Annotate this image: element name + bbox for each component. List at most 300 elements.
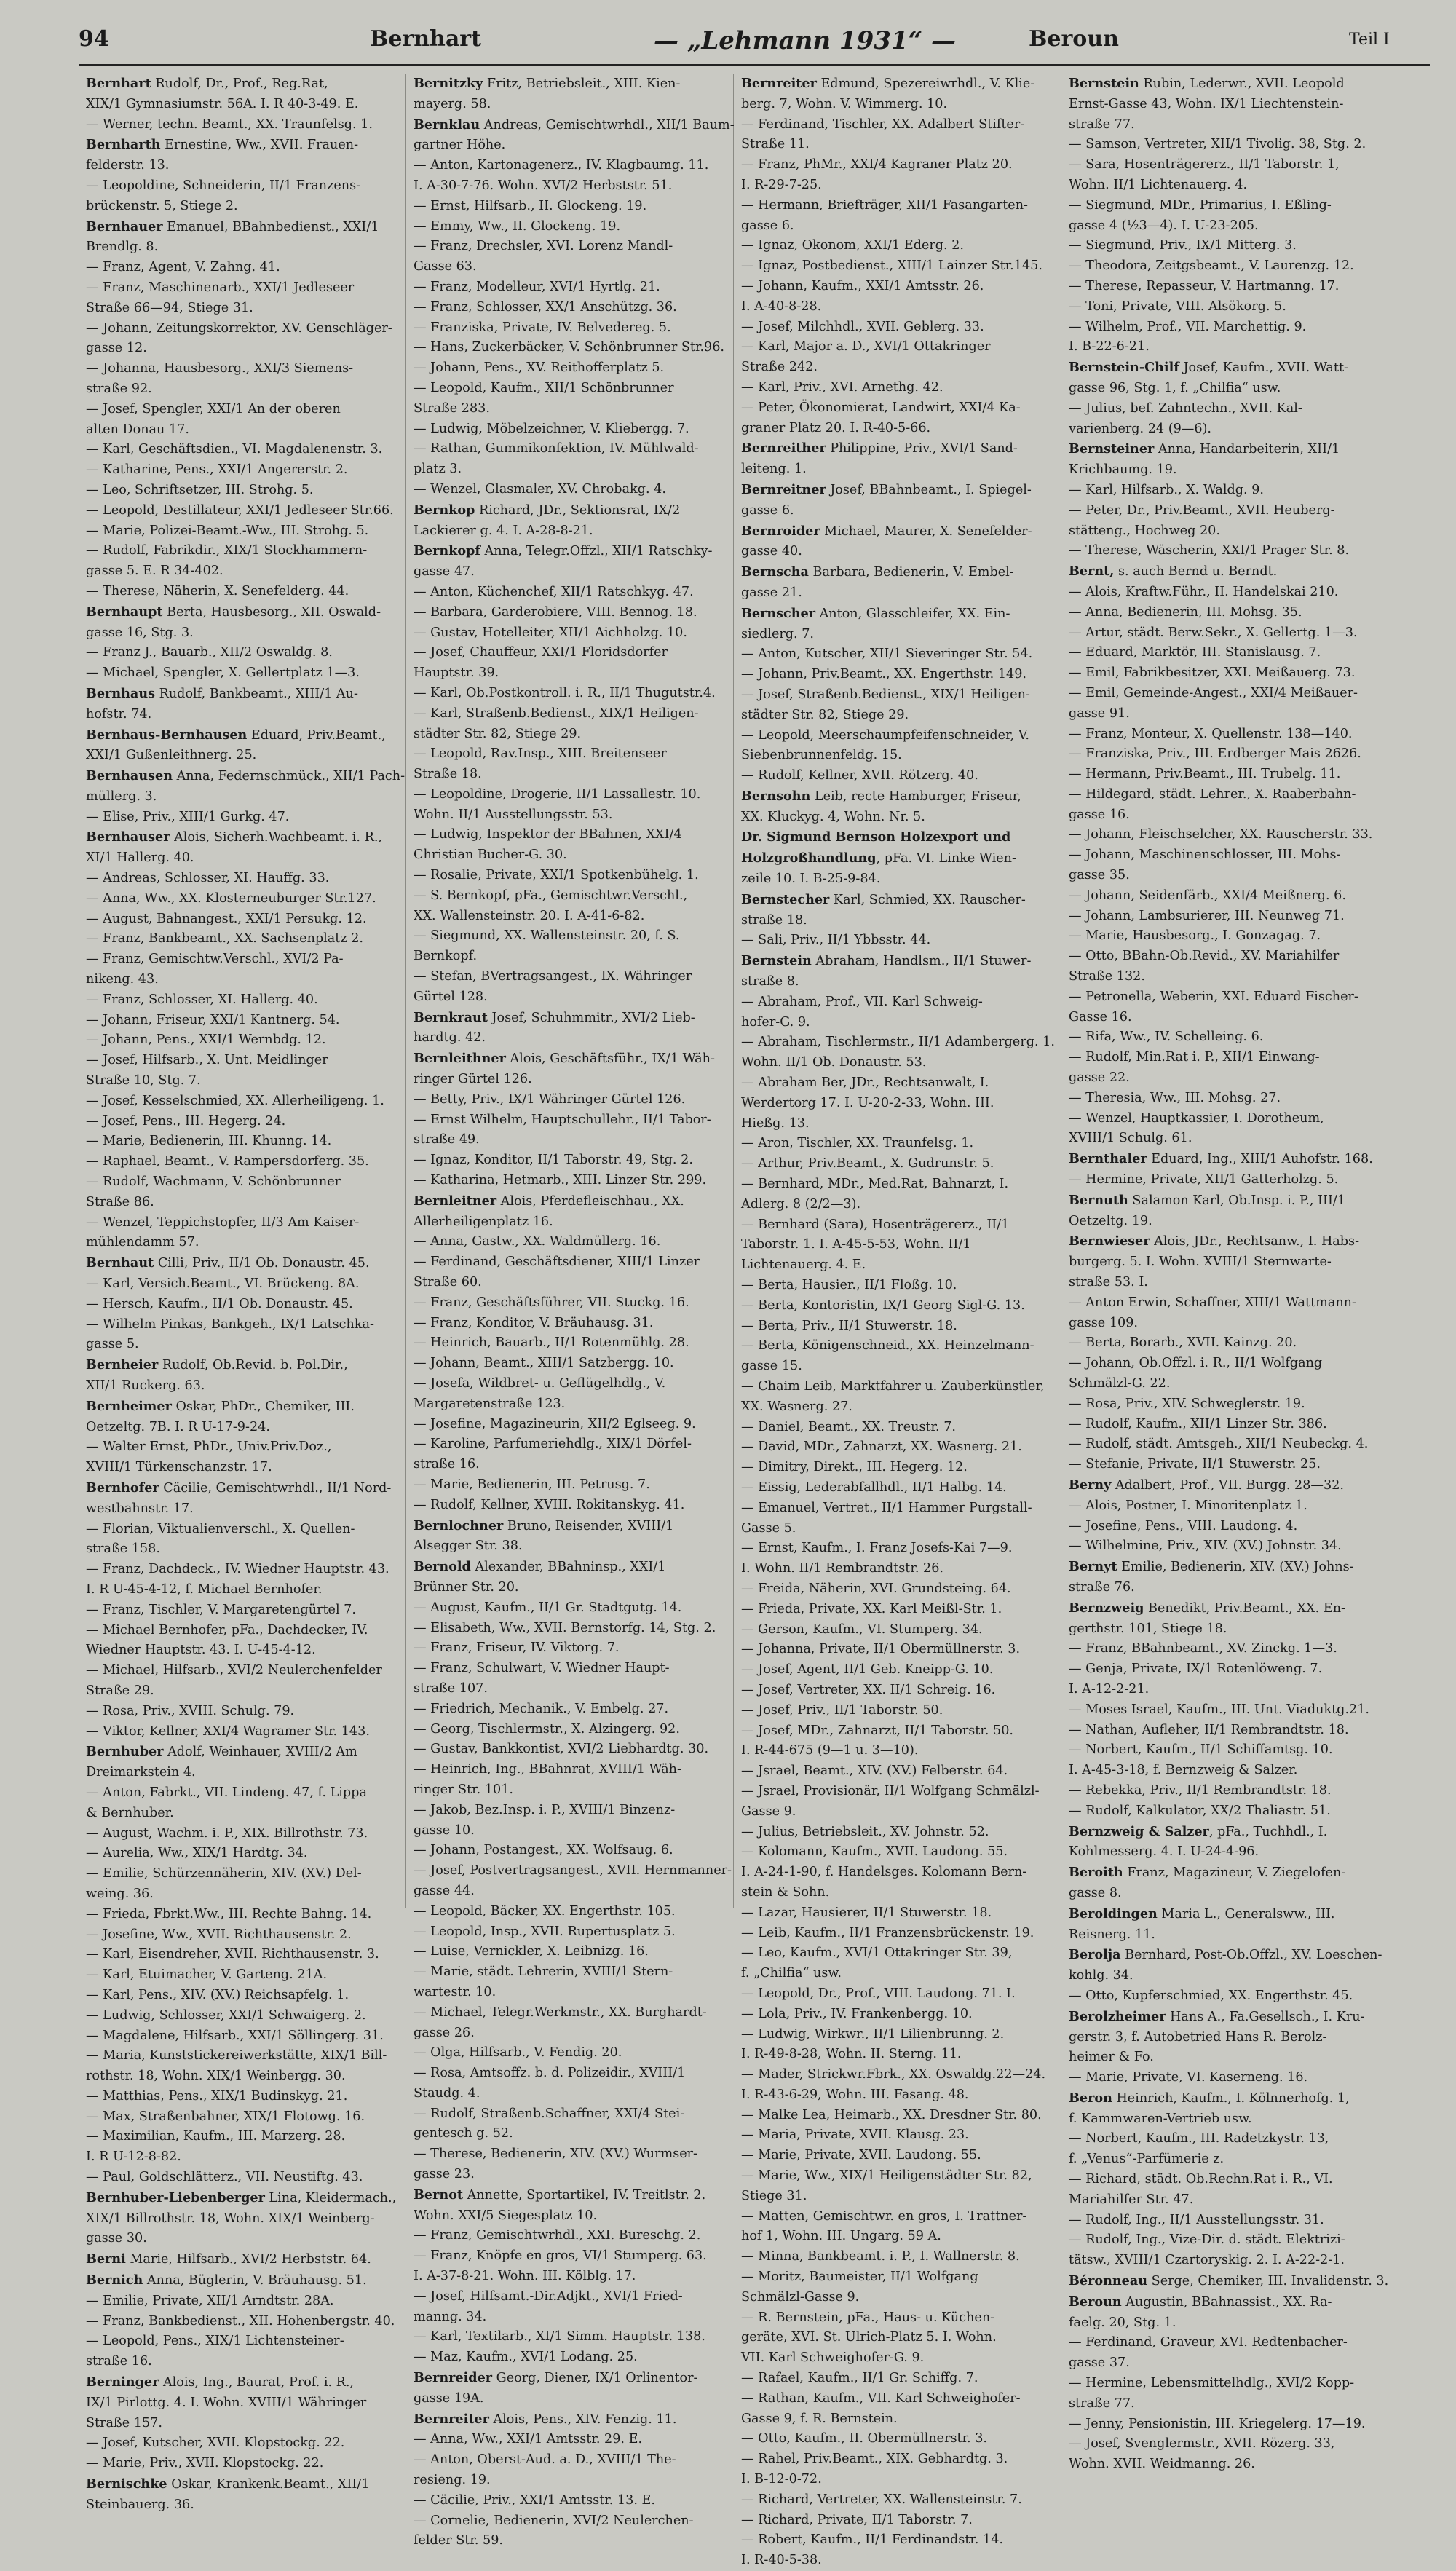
entry-text: gasse 35. (1069, 868, 1130, 883)
directory-entry (86, 1458, 398, 1478)
directory-entry (414, 1008, 726, 1029)
directory-entry (414, 2246, 726, 2267)
entry-text: XVIII/1 Schulg. 61. (1069, 1131, 1192, 1146)
entry-text: I. B-22-6-21. (1069, 339, 1150, 355)
entry-text: Siebenbrunnenfeldg. 15. (741, 748, 902, 763)
directory-entry (741, 2187, 1053, 2207)
entry-text: Anna, Büglerin, V. Bräuhausg. 51. (143, 2273, 367, 2288)
entry-text: — Lazar, Hausierer, II/1 Stuwerstr. 18. (741, 1905, 992, 1920)
entry-text: — Josef, Spengler, XXI/1 An der oberen (86, 401, 341, 416)
entry-text: resieng. 19. (414, 2473, 491, 2488)
directory-entry (414, 115, 735, 136)
entry-text: — Rosa, Priv., XIV. Schweglerstr. 19. (1069, 1396, 1305, 1411)
directory-entry (741, 2227, 1053, 2247)
entry-text: — Karl, Priv., XVI. Arnethg. 42. (741, 379, 943, 395)
directory-entry (741, 1782, 1053, 1802)
directory-entry (741, 1943, 1053, 1964)
entry-text: gasse 26. (414, 2025, 475, 2040)
entry-text: — Emil, Fabrikbesitzer, XXI. Meißauerg. 73. (1069, 666, 1356, 681)
directory-entry (86, 2454, 398, 2474)
directory-entry (86, 115, 398, 135)
directory-entry (741, 1924, 1053, 1944)
directory-entry (86, 1864, 398, 1884)
directory-entry (414, 2491, 726, 2511)
directory-entry (1069, 2028, 1382, 2048)
entry-text: Gasse 16. (1069, 1009, 1132, 1024)
page-number: 94 (79, 26, 109, 52)
directory-entry (414, 257, 726, 277)
entry-text: Josef, Kaufm., XVII. Watt- (1179, 360, 1348, 376)
entry-text: Adolf, Weinhauer, XVIII/2 Am (163, 1745, 357, 1760)
directory-entry (1069, 2047, 1382, 2068)
directory-entry (414, 2023, 726, 2044)
entry-text: gasse 40. (741, 544, 802, 559)
entry-surname: Bernhuber-Liebenberger (86, 2189, 265, 2205)
entry-text: gasse 44. (414, 1883, 475, 1898)
entry-text: — Johann, Lambsurierer, III. Neunweg 71. (1069, 908, 1345, 923)
entry-text: — Raphael, Beamt., V. Rampersdorferg. 35. (86, 1154, 369, 1169)
entry-text: straße 16. (414, 1457, 480, 1472)
entry-text: Berta, Hausbesorg., XII. Oswald- (162, 604, 381, 620)
directory-entry (86, 440, 398, 460)
entry-text: — Hermine, Lebensmittelhdlg., XVI/2 Kopp- (1069, 2376, 1355, 2391)
directory-entry (86, 746, 398, 766)
directory-entry (1069, 2211, 1382, 2231)
directory-entry (86, 1071, 398, 1091)
directory-entry (741, 1903, 1053, 1924)
directory-entry (741, 1377, 1053, 1397)
entry-text: — Franz, Schlosser, XX/1 Anschützg. 36. (414, 299, 677, 315)
entry-text: — Therese, Näherin, X. Senefelderg. 44. (86, 583, 349, 599)
directory-entry (741, 358, 1053, 378)
directory-entry (86, 74, 398, 95)
entry-text: — Otto, BBahn-Ob.Revid., XV. Mariahilfer (1069, 949, 1340, 964)
directory-entry (86, 400, 398, 420)
directory-entry (86, 359, 398, 379)
directory-entry (1069, 2434, 1382, 2455)
directory-entry (86, 827, 398, 848)
directory-entry (1069, 379, 1382, 399)
directory-entry (414, 95, 726, 115)
entry-text: zeile 10. I. B-25-9-84. (741, 872, 881, 887)
directory-entry (1069, 399, 1382, 419)
entry-text: — Franz, Tischler, V. Margaretengürtel 7. (86, 1602, 356, 1617)
directory-entry (1069, 175, 1382, 196)
entry-text: — Jakob, Bez.Insp. i. P., XVIII/1 Binzenz- (414, 1802, 676, 1817)
directory-entry (741, 625, 1053, 645)
entry-text: gasse 16, Stg. 3. (86, 625, 194, 640)
directory-entry (414, 2471, 726, 2491)
directory-entry (414, 338, 726, 358)
entry-text: faelg. 20, Stg. 1. (1069, 2315, 1176, 2330)
directory-entry (86, 2188, 398, 2209)
part-label: Teil I (1349, 31, 1390, 49)
directory-entry (86, 1051, 398, 1071)
entry-text: varienberg. 24 (9—6). (1069, 421, 1212, 436)
directory-entry (741, 1418, 1053, 1438)
entry-text: — Wenzel, Teppichstopfer, II/3 Am Kaiser- (86, 1215, 360, 1230)
directory-entry (86, 1804, 398, 1824)
directory-entry (414, 1962, 726, 1983)
directory-entry (414, 521, 726, 542)
entry-text: — Rudolf, Ing., II/1 Ausstellungsstr. 31. (1069, 2212, 1324, 2227)
directory-entry (1069, 1170, 1382, 1190)
entry-surname: Bernhaus-Bernhausen (86, 727, 248, 743)
entry-text: Gasse 63. (414, 259, 477, 275)
directory-entry (86, 684, 398, 705)
entry-text: manng. 34. (414, 2309, 487, 2324)
directory-entry (741, 1316, 1053, 1337)
entry-text: Rubin, Lederwr., XVII. Leopold (1139, 76, 1345, 91)
directory-entry (741, 1154, 1053, 1174)
entry-text: — Emmy, Ww., II. Glockeng. 19. (414, 218, 621, 234)
directory-entry (741, 1620, 1053, 1640)
entry-text: — Therese, Wäscherin, XXI/1 Prager Str. 8. (1069, 543, 1350, 558)
entry-text: — Johann, Zeitungskorrektor, XV. Genschläger- (86, 320, 392, 336)
directory-entry (741, 2530, 1053, 2551)
entry-text: siedlerg. 7. (741, 626, 815, 641)
entry-text: mühlendamm 57. (86, 1235, 199, 1250)
directory-entry (741, 378, 1053, 398)
entry-text: — Maz, Kaufm., XVI/1 Lodang. 25. (414, 2350, 638, 2365)
directory-entry (86, 1132, 398, 1152)
directory-entry (741, 1276, 1053, 1296)
entry-text: — Josef, Kesselschmied, XX. Allerheiligeng. 1. (86, 1093, 384, 1108)
entry-text: — Michael Bernhofer, pFa., Dachdecker, IV. (86, 1622, 368, 1638)
entry-surname: Bernscha (741, 564, 809, 580)
entry-text: — Stefan, BVertragsangest., IX. Währinger (414, 969, 692, 984)
entry-surname: Dr. Sigmund Bernson Holzexport und (741, 829, 1011, 845)
entry-text: I. R U-45-4-12, f. Michael Bernhofer. (86, 1581, 323, 1597)
entry-text: Annette, Sportartikel, IV. Treitlstr. 2. (463, 2187, 706, 2203)
entry-text: — Robert, Kaufm., II/1 Ferdinandstr. 14. (741, 2532, 1004, 2548)
entry-text: — Petronella, Weberin, XXI. Eduard Fischer- (1069, 989, 1358, 1004)
entry-text: berg. 7, Wohn. V. Wimmerg. 10. (741, 96, 948, 111)
entry-text: I. R-29-7-25. (741, 177, 822, 192)
directory-entry (1069, 886, 1382, 907)
directory-entry (1069, 926, 1382, 947)
entry-text: — Ferdinand, Geschäftsdiener, XIII/1 Linzer (414, 1255, 700, 1270)
entry-text: , pFa. VI. Linke Wien- (876, 851, 1016, 866)
entry-text: — Siegmund, MDr., Primarius, I. Eßling- (1069, 197, 1332, 213)
entry-text: Bernkopf. (414, 949, 478, 964)
directory-entry (86, 481, 398, 501)
directory-entry (741, 2308, 1053, 2329)
entry-text: IX/1 Pirlottg. 4. I. Wohn. XVIII/1 Währinger (86, 2395, 367, 2410)
directory-entry (414, 2307, 726, 2328)
entry-surname: Bernzweig (1069, 1600, 1144, 1616)
entry-text: straße 107. (414, 1681, 488, 1696)
directory-entry (741, 972, 1053, 992)
entry-text: XIX/1 Billrothstr. 18, Wohn. XIX/1 Weinberg- (86, 2211, 375, 2226)
entry-text: — Mader, Strickwr.Fbrk., XX. Oswaldg.22—24. (741, 2067, 1046, 2082)
directory-entry (1069, 2230, 1382, 2251)
directory-entry (1069, 1333, 1382, 1354)
directory-entry (86, 1011, 398, 1031)
entry-surname: Bernhauer (86, 218, 163, 234)
directory-entry (1069, 1314, 1382, 1334)
directory-entry (741, 1114, 1053, 1134)
directory-entry (1069, 2353, 1382, 2374)
directory-entry (86, 501, 398, 521)
entry-text: Anna, Handarbeiterin, XII/1 (1154, 442, 1340, 457)
entry-text: gasse 47. (414, 564, 475, 580)
entry-text: Dreimarkstein 4. (86, 1765, 196, 1780)
directory-entry (741, 583, 1053, 604)
directory-entry (86, 1112, 398, 1132)
entry-text: XVIII/1 Türkenschanzstr. 17. (86, 1460, 272, 1475)
directory-entry (1069, 501, 1382, 521)
directory-entry (86, 2046, 398, 2066)
entry-surname: Béronneau (1069, 2273, 1148, 2289)
directory-entry (414, 2327, 726, 2347)
entry-text: — Johanna, Hausbesorg., XXI/3 Siemens- (86, 361, 354, 376)
directory-entry (414, 704, 726, 724)
entry-surname: Beroldingen (1069, 1905, 1158, 1922)
entry-text: — Anna, Bedienerin, III. Mohsg. 35. (1069, 604, 1302, 620)
entry-text: ringer Gürtel 126. (414, 1072, 532, 1087)
entry-text: wartestr. 10. (414, 1984, 496, 1999)
directory-entry (86, 1376, 398, 1397)
entry-surname: Beroun (1069, 2294, 1122, 2310)
entry-text: gasse 4 (½3—4). I. U-23-205. (1069, 218, 1259, 233)
directory-entry (741, 115, 1053, 135)
entry-text: Steinbauerg. 36. (86, 2497, 194, 2512)
directory-entry (414, 2267, 726, 2287)
directory-entry (414, 1720, 726, 1740)
entry-text: — Ignaz, Okonom, XXI/1 Ederg. 2. (741, 238, 965, 253)
entry-text: — Genja, Private, IX/1 Rotenlöweng. 7. (1069, 1662, 1323, 1677)
entry-text: Fritz, Betriebsleit., XIII. Kien- (483, 76, 681, 91)
entry-text: — Josef, Hilfsarb., X. Unt. Meidlinger (86, 1053, 328, 1068)
entry-text: — Ludwig, Möbelzeichner, V. Kliebergg. 7. (414, 421, 689, 436)
directory-entry (414, 2084, 726, 2104)
directory-entry (1069, 74, 1382, 95)
entry-text: gasse 23. (414, 2167, 475, 2182)
entry-text: — Karl, Textilarb., XI/1 Simm. Hauptstr. 138. (414, 2329, 705, 2345)
entry-text: Alois, Pferdefleischhau., XX. (496, 1193, 684, 1209)
entry-text: — Franz, Knöpfe en gros, VI/1 Stumperg. 63. (414, 2248, 707, 2264)
entry-text: hof 1, Wohn. III. Ungarg. 59 A. (741, 2229, 941, 2244)
entry-text: straße 16. (86, 2354, 152, 2369)
directory-entry (1069, 663, 1382, 684)
entry-text: — Emilie, Schürzennäherin, XIV. (XV.) Del- (86, 1866, 362, 1881)
entry-text: Alois, JDr., Rechtsanw., I. Habs- (1150, 1234, 1360, 1249)
directory-entry (1069, 845, 1382, 866)
directory-entry (414, 298, 726, 318)
directory-entry (741, 848, 1053, 869)
entry-text: — Toni, Private, VIII. Alsökorg. 5. (1069, 299, 1286, 314)
directory-entry (741, 2429, 1053, 2449)
entry-text: — Moses Israel, Kaufm., III. Unt. Viaduktg.21. (1069, 1702, 1370, 1717)
entry-surname: Bernreither (741, 441, 826, 457)
directory-entry (414, 2287, 726, 2307)
entry-text: I. A-45-3-18, f. Bernzweig & Salzer. (1069, 1763, 1298, 1778)
entry-text: — Franz, Monteur, X. Quellenstr. 138—140. (1069, 726, 1353, 741)
directory-entry (1069, 1252, 1382, 1273)
entry-text: gasse 30. (86, 2231, 147, 2246)
entry-text: gasse 6. (741, 502, 794, 518)
entry-text: Straße 18. (414, 767, 482, 782)
entry-text: Alois, Sicherh.Wachbeamt. i. R., (170, 830, 383, 845)
entry-text: platz 3. (414, 462, 462, 477)
entry-text: — Elisabeth, Ww., XVII. Bernstorfg. 14, Stg. 2. (414, 1620, 716, 1635)
entry-text: Alsegger Str. 38. (414, 1539, 523, 1554)
directory-entry (414, 379, 726, 399)
entry-text: — Chaim Leib, Marktfahrer u. Zauberkünstler, (741, 1379, 1045, 1394)
directory-entry (1069, 1536, 1382, 1557)
directory-entry (1069, 2292, 1382, 2313)
directory-entry (414, 1434, 726, 1455)
directory-entry (1069, 1374, 1382, 1394)
directory-entry (741, 459, 1053, 480)
entry-text: — Franz, Gemischtwrhdl., XXI. Bureschg. 2. (414, 2228, 701, 2243)
entry-text: — Wenzel, Hauptkassier, I. Dorotheum, (1069, 1110, 1324, 1126)
left-keyword: Bernhart (370, 26, 481, 52)
entry-text: — Franz, Schulwart, V. Wiedner Haupt- (414, 1661, 670, 1676)
entry-text: — David, MDr., Zahnarzt, XX. Wasnerg. 21. (741, 1439, 1022, 1455)
entry-text: straße 18. (741, 912, 807, 928)
entry-text: — Josef, Chauffeur, XXI/1 Floridsdorfer (414, 645, 668, 660)
entry-text: I. R-44-675 (9—1 u. 3—10). (741, 1743, 919, 1758)
entry-text: — Moritz, Baumeister, II/1 Wolfgang (741, 2270, 978, 2285)
entry-text: — Norbert, Kaufm., III. Radetzkystr. 13, (1069, 2131, 1329, 2147)
entry-text: — Karl, Etuimacher, V. Garteng. 21A. (86, 1967, 328, 1983)
directory-entry (741, 1255, 1053, 1276)
entry-text: — Aurelia, Ww., XIX/1 Hardtg. 34. (86, 1846, 308, 1861)
entry-surname: Bernkop (414, 502, 475, 518)
directory-entry (741, 2470, 1053, 2490)
entry-text: — Johann, Kaufm., XXI/1 Amtsstr. 26. (741, 278, 984, 293)
entry-text: gerthstr. 101, Stiege 18. (1069, 1621, 1227, 1636)
entry-text: — Arthur, Priv.Beamt., X. Gudrunstr. 5. (741, 1156, 994, 1172)
entry-surname: Bernleitner (414, 1193, 497, 1209)
entry-text: — Josef, Vertreter, XX. II/1 Schreig. 16. (741, 1682, 996, 1697)
entry-surname: Bernstecher (741, 891, 830, 907)
entry-text: — Leopold, Kaufm., XII/1 Schönbrunner (414, 380, 674, 395)
entry-text: — Artur, städt. Berw.Sekr., X. Gellertg. 1—3. (1069, 625, 1358, 640)
entry-text: — Leopold, Rav.Insp., XIII. Breitenseer (414, 746, 667, 762)
entry-text: Wiedner Hauptstr. 43. I. U-45-4-12. (86, 1643, 316, 1658)
directory-entry (741, 542, 1053, 562)
entry-text: — Hersch, Kaufm., II/1 Ob. Donaustr. 45. (86, 1296, 353, 1311)
directory-entry (741, 1883, 1053, 1903)
directory-entry (86, 460, 398, 481)
directory-entry (86, 1335, 398, 1355)
entry-surname: Bernheimer (86, 1398, 172, 1414)
directory-entry (1069, 2271, 1389, 2292)
directory-entry (741, 2146, 1053, 2166)
directory-entry (414, 1130, 726, 1150)
directory-entry (414, 1739, 726, 1760)
directory-entry (414, 480, 726, 500)
directory-entry (741, 196, 1053, 216)
directory-entry (741, 1802, 1053, 1822)
entry-text: gasse 37. (1069, 2355, 1130, 2371)
entry-surname: Bernroider (741, 523, 820, 539)
entry-text: — Franz, Gemischtw.Verschl., XVI/2 Pa- (86, 952, 344, 967)
entry-text: — Jenny, Pensionistin, III. Kriegelerg. 17—19. (1069, 2416, 1366, 2431)
directory-entry (86, 1253, 398, 1274)
entry-text: gentesch g. 52. (414, 2126, 513, 2141)
entry-text: — Rudolf, Kaufm., XII/1 Linzer Str. 386. (1069, 1416, 1327, 1431)
directory-entry (1069, 135, 1382, 155)
directory-entry (86, 2229, 398, 2249)
directory-entry (1069, 1212, 1382, 1232)
directory-entry (414, 1171, 726, 1191)
directory-entry (1069, 603, 1382, 623)
directory-entry (741, 766, 1053, 786)
directory-entry (1069, 967, 1382, 987)
entry-text: Straße 29. (86, 1683, 154, 1698)
entry-text: — Franz, Konditor, V. Bräuhausg. 31. (414, 1315, 654, 1330)
entry-text: gasse 16. (1069, 807, 1130, 822)
directory-entry (1069, 2251, 1382, 2271)
directory-entry (414, 1048, 726, 1070)
directory-entry (414, 825, 726, 845)
directory-entry (1069, 1740, 1382, 1761)
entry-surname: Bernhausen (86, 768, 173, 784)
directory-entry (414, 1841, 726, 1861)
directory-entry (741, 2065, 1053, 2085)
entry-text: — Rudolf, Straßenb.Schaffner, XXI/4 Stei- (414, 2106, 685, 2121)
entry-text: — Otto, Kupferschmied, XX. Engerthstr. 45. (1069, 1988, 1353, 2003)
entry-text: — Ferdinand, Graveur, XVI. Redtenbacher- (1069, 2335, 1348, 2350)
directory-entry (1069, 987, 1382, 1008)
directory-entry (414, 135, 726, 156)
entry-text: Straße 11. (741, 137, 810, 152)
directory-entry (86, 2249, 398, 2270)
directory-entry (86, 1295, 398, 1315)
directory-entry (1069, 317, 1382, 338)
entry-text: — Alois, Postner, I. Minoritenplatz 1. (1069, 1498, 1307, 1513)
entry-text: — Abraham, Prof., VII. Karl Schweig- (741, 994, 983, 1009)
entry-text: — Leopoldine, Drogerie, II/1 Lassallestr. 10. (414, 786, 701, 802)
directory-entry (741, 74, 1053, 95)
directory-entry (1069, 704, 1382, 724)
directory-entry (741, 297, 1053, 317)
directory-entry (1069, 907, 1382, 927)
entry-text: Alexander, BBahninsp., XXI/1 (470, 1560, 666, 1575)
entry-text: — Frieda, Private, XX. Karl Meißl-Str. 1. (741, 1601, 1002, 1616)
directory-entry (741, 2511, 1053, 2531)
directory-entry (86, 339, 398, 359)
directory-entry (1069, 785, 1382, 805)
entry-text: — Michael, Spengler, X. Gellertplatz 1—3. (86, 666, 360, 681)
directory-entry (741, 665, 1053, 685)
entry-text: — Andreas, Schlosser, XI. Hauffg. 33. (86, 871, 330, 886)
directory-entry (741, 911, 1053, 931)
directory-entry (741, 2267, 1053, 2288)
entry-text: Werdertorg 17. I. U-20-2-33, Wohn. III. (741, 1095, 994, 1110)
entry-text: f. „Venus“-Parfümerie z. (1069, 2152, 1224, 2167)
entry-text: weing. 36. (86, 1886, 154, 1901)
directory-entry (741, 175, 1053, 196)
directory-entry (86, 2433, 398, 2454)
entry-text: Brünner Str. 20. (414, 1579, 519, 1595)
entry-text: — Josef, Kutscher, XVII. Klopstockg. 22. (86, 2436, 345, 2451)
directory-entry (741, 1519, 1053, 1539)
entry-text: Straße 283. (414, 400, 490, 416)
directory-entry (1069, 1619, 1382, 1640)
directory-entry (414, 2389, 726, 2409)
entry-text: — Johann, Friseur, XXI/1 Kantnerg. 54. (86, 1012, 340, 1027)
entry-text: — Michael, Hilfsarb., XVI/2 Neulerchenfelder (86, 1663, 382, 1678)
directory-entry (86, 2026, 398, 2047)
column-3 (734, 74, 1061, 2568)
entry-text: Wohn. XVII. Weidmanng. 26. (1069, 2457, 1255, 2472)
entry-surname: Bernhuber (86, 1744, 164, 1760)
